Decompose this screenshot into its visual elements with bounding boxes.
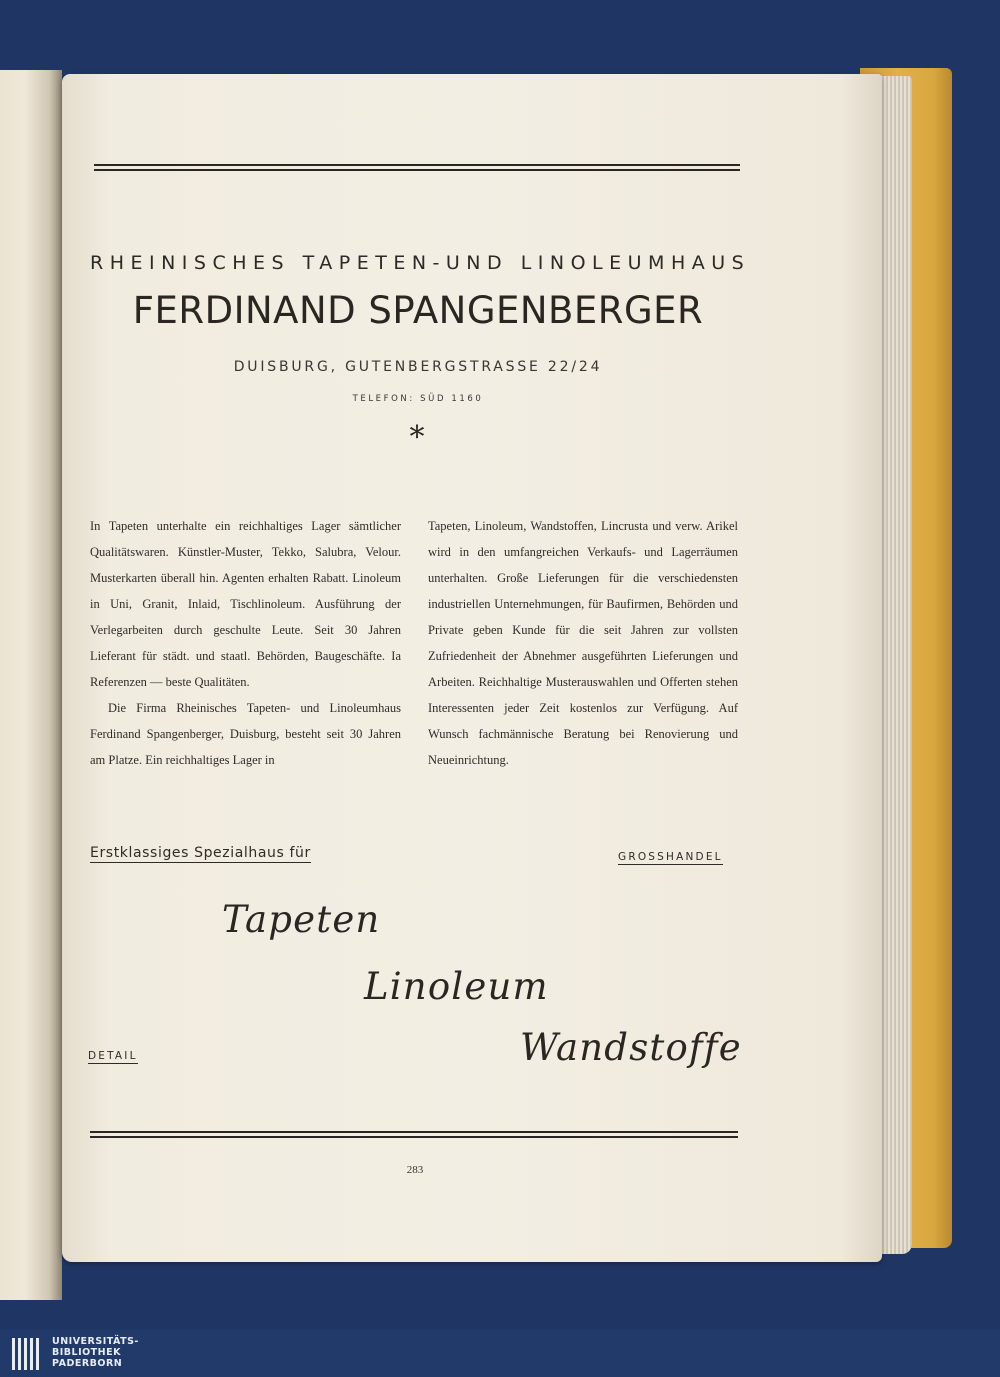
bottom-rule: [90, 1131, 738, 1138]
paragraph-3: Tapeten, Linoleum, Wandstoffen, Lincrusta und verw. Arikel wird in den umfangreichen Verkaufs- und Lagerräumen unterhalten. Große Lieferungen für die verschiedensten industriellen Unternehmungen, für Baufirmen, Behörden und Private geben Kunde für die seit Jahren zur vollsten Zufriedenheit der Abnehmer ausgeführten Lieferungen und Arbeiten. Reichhaltige Musterauswahlen und Offerten stehen Interessenten jeder Zeit kostenlos zur Verfügung. Auf Wunsch fachmännische Beratung bei Renovierung und Neueinrichtung.: [428, 519, 738, 767]
product-wandstoffe: Wandstoffe: [520, 1026, 742, 1069]
library-footer: [0, 1330, 1000, 1377]
paragraph-1: In Tapeten unterhalte ein reichhaltiges Lager sämtlicher Qualitätswaren. Künstler-Muster, Tekko, Salubra, Velour. Musterkarten überall hin. Agenten erhalten Rabatt. Linoleum in Uni, Granit, Inlaid, Tischlinoleum. Ausführung der Verlegarbeiten durch geschulte Leute. Seit 30 Jahren Lieferant für städt. und staatl. Behörden, Baugeschäfte. Ia Referenzen — beste Qualitäten.: [90, 519, 401, 689]
product-linoleum: Linoleum: [364, 965, 549, 1008]
text-column-right: [428, 513, 738, 773]
asterisk-ornament: *: [409, 420, 425, 455]
product-tapeten: Tapeten: [222, 898, 381, 941]
text-column-left: [90, 513, 401, 773]
specialty-label: Erstklassiges Spezialhaus für: [90, 845, 311, 861]
company-kicker: RHEINISCHES TAPETEN-UND LINOLEUMHAUS: [90, 252, 751, 274]
firm-phone: TELEFON: SÜD 1160: [352, 394, 484, 404]
left-page-edge: [0, 70, 62, 1300]
firm-address: DUISBURG, GUTENBERGSTRASSE 22/24: [233, 359, 603, 375]
library-line-3: PADERBORN: [52, 1358, 123, 1369]
wholesale-label: GROSSHANDEL: [618, 851, 723, 863]
library-line-1: UNIVERSITÄTS-: [52, 1336, 139, 1347]
firm-name: FERDINAND SPANGENBERGER: [132, 289, 704, 332]
library-name: [52, 1336, 139, 1369]
library-line-2: BIBLIOTHEK: [52, 1347, 121, 1358]
top-rule: [94, 164, 740, 171]
retail-label: DETAIL: [88, 1050, 138, 1062]
library-logo-icon: [12, 1338, 46, 1370]
paragraph-2: Die Firma Rheinisches Tapeten- und Linoleumhaus Ferdinand Spangenberger, Duisburg, besteht seit 30 Jahren am Platze. Ein reichhaltiges Lager in: [90, 701, 401, 767]
page-number: 283: [406, 1164, 424, 1176]
